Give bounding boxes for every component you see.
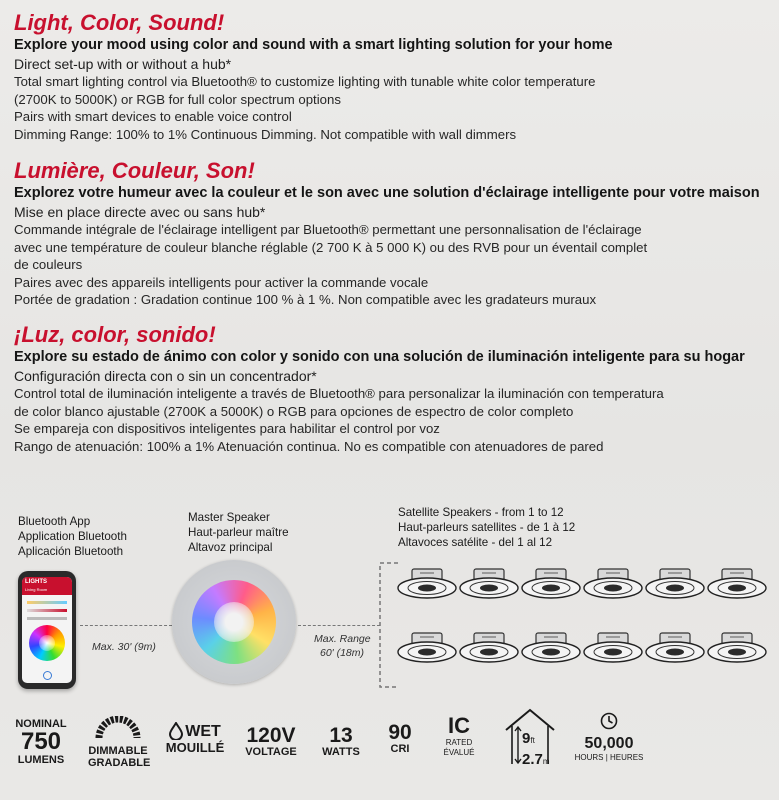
phone-app-image: [18, 571, 76, 689]
wet-line-2: MOUILLÉ: [165, 740, 225, 755]
max-range-label: [314, 632, 371, 660]
spec-watts: [312, 725, 370, 758]
range-connection-line: [298, 625, 380, 626]
dimmer-arc-icon: [95, 716, 141, 740]
app-label-fr: Application Bluetooth: [18, 530, 127, 543]
max-range-line-2: 60' (18m): [320, 647, 365, 659]
french-heading: Lumière, Couleur, Son!: [14, 158, 255, 183]
french-section: [14, 158, 774, 309]
phone-slider: [27, 601, 67, 604]
color-wheel-icon: [29, 625, 65, 661]
satellite-speaker-icon: [706, 566, 768, 600]
satellite-speaker-icon: [396, 630, 458, 664]
phone-home-icon: [43, 671, 52, 680]
satellite-label-es: Altavoces satélite - del 1 al 12: [398, 536, 553, 549]
satellite-speaker-icon: [458, 630, 520, 664]
wet-line-1: WET: [185, 723, 221, 740]
max-range-line-1: Max. Range: [314, 633, 371, 645]
spanish-lead: Explore su estado de ánimo con color y sonido con una solución de iluminación inteligente para su hogar: [14, 349, 745, 365]
spanish-line: Se empareja con dispositivos inteligentes para habilitar el control por voz: [14, 421, 440, 436]
english-line: Pairs with smart devices to enable voice control: [14, 109, 292, 124]
dimmable-line-2: GRADABLE: [88, 757, 151, 769]
spanish-heading: ¡Luz, color, sonido!: [14, 322, 216, 347]
french-line: Paires avec des appareils intelligents pour activer la commande vocale: [14, 274, 429, 290]
satellite-speaker-icon: [644, 566, 706, 600]
satellite-label-fr: Haut-parleurs satellites - de 1 à 12: [398, 521, 576, 534]
app-connection-line: [80, 625, 172, 626]
phone-slider: [27, 609, 67, 612]
satellite-speaker-icon: [582, 566, 644, 600]
satellite-speaker-icon: [582, 630, 644, 664]
spec-wet: [164, 722, 226, 755]
english-line: Total smart lighting control via Bluetooth® to customize lighting with tunable white color temperature: [14, 74, 596, 89]
max-distance-label: Max. 30' (9m): [92, 641, 156, 653]
master-label-fr: Haut-parleur maître: [188, 526, 289, 539]
height-feet: [522, 728, 550, 749]
spanish-line: Control total de iluminación inteligente a través de Bluetooth® para personalizar la iluminación con temperatura: [14, 386, 664, 401]
english-line: Dimming Range: 100% to 1% Continuous Dimming. Not compatible with wall dimmers: [14, 126, 517, 142]
height-ft-unit: ft: [530, 736, 535, 745]
spec-cri: [376, 722, 424, 755]
satellite-label-en: Satellite Speakers - from 1 to 12: [398, 506, 564, 519]
water-drop-icon: [169, 722, 183, 740]
phone-slider: [27, 617, 67, 620]
master-speaker-image: [172, 560, 296, 684]
spanish-line: Rango de atenuación: 100% a 1% Atenuación continua. No es compatible con atenuadores de pared: [14, 438, 604, 454]
french-sub: Mise en place directe avec ou sans hub*: [14, 204, 266, 220]
spec-hours: [574, 712, 644, 763]
cri-value: 90: [388, 721, 412, 744]
english-section: [14, 10, 774, 143]
height-m-value: 2.7: [522, 751, 543, 768]
satellite-speaker-icon: [520, 566, 582, 600]
phone-screen: [22, 577, 72, 683]
spec-ic: [432, 714, 486, 758]
height-ft-value: 9: [522, 730, 531, 747]
master-label-es: Altavoz principal: [188, 541, 273, 554]
satellite-speaker-icon: [396, 566, 458, 600]
height-meters: [522, 749, 550, 770]
app-label: [18, 514, 127, 559]
hours-value: 50,000: [584, 735, 634, 752]
clock-icon: [600, 712, 618, 730]
master-speaker-color-ring: [192, 580, 276, 664]
lumens-bottom: LUMENS: [17, 754, 65, 766]
phone-header: [22, 577, 72, 595]
app-label-es: Aplicación Bluetooth: [18, 545, 124, 558]
ic-line-2: ÉVALUÉ: [443, 748, 475, 757]
satellite-label: [398, 505, 575, 550]
spec-dimmable: [88, 716, 151, 769]
english-lead: Explore your mood using color and sound with a smart lighting solution for your home: [14, 37, 613, 53]
spec-voltage: [240, 725, 302, 758]
spanish-sub: Configuración directa con o sin un concentrador*: [14, 368, 317, 384]
dimmable-line-1: DIMMABLE: [88, 745, 148, 757]
french-line: Commande intégrale de l'éclairage intelligent par Bluetooth® permettant une personnalisation de l'éclairage: [14, 222, 642, 237]
watts-label: WATTS: [322, 746, 360, 758]
ic-line-1: RATED: [445, 738, 473, 747]
height-m-unit: m: [542, 757, 550, 766]
french-line: avec une température de couleur blanche réglable (2 700 K à 5 000 K) ou des RVB pour un éventail complet: [14, 239, 648, 255]
spanish-section: [14, 322, 774, 455]
lumens-value: 750: [20, 728, 62, 755]
app-label-en: Bluetooth App: [18, 515, 91, 528]
english-sub: Direct set-up with or without a hub*: [14, 56, 232, 72]
spec-height: [500, 706, 560, 766]
french-lead: Explorez votre humeur avec la couleur et le son avec une solution d'éclairage intelligente pour votre maison: [14, 185, 760, 201]
english-heading: Light, Color, Sound!: [14, 10, 225, 35]
ic-value: IC: [448, 713, 470, 738]
satellite-speaker-icon: [520, 630, 582, 664]
lumens-top: NOMINAL: [15, 718, 67, 730]
satellite-speaker-icon: [706, 630, 768, 664]
phone-subtitle: Living Room: [25, 587, 48, 592]
french-line: de couleurs: [14, 257, 83, 272]
french-line: Portée de gradation : Gradation continue 100 % à 1 %. Non compatible avec les gradateurs muraux: [14, 292, 597, 307]
phone-title: LIGHTS: [25, 579, 47, 585]
hours-label: HOURS | HEURES: [574, 753, 644, 762]
cri-label: CRI: [390, 743, 410, 755]
watts-value: 13: [329, 724, 353, 747]
spanish-line: de color blanco ajustable (2700K a 5000K) o RGB para opciones de espectro de color completo: [14, 403, 574, 419]
voltage-value: 120V: [246, 724, 296, 747]
english-line: (2700K to 5000K) or RGB for full color spectrum options: [14, 91, 341, 107]
spec-lumens: [10, 718, 72, 766]
master-label: [188, 510, 289, 555]
master-label-en: Master Speaker: [188, 511, 270, 524]
satellite-speaker-icon: [458, 566, 520, 600]
satellite-speaker-icon: [644, 630, 706, 664]
voltage-label: VOLTAGE: [245, 746, 297, 758]
